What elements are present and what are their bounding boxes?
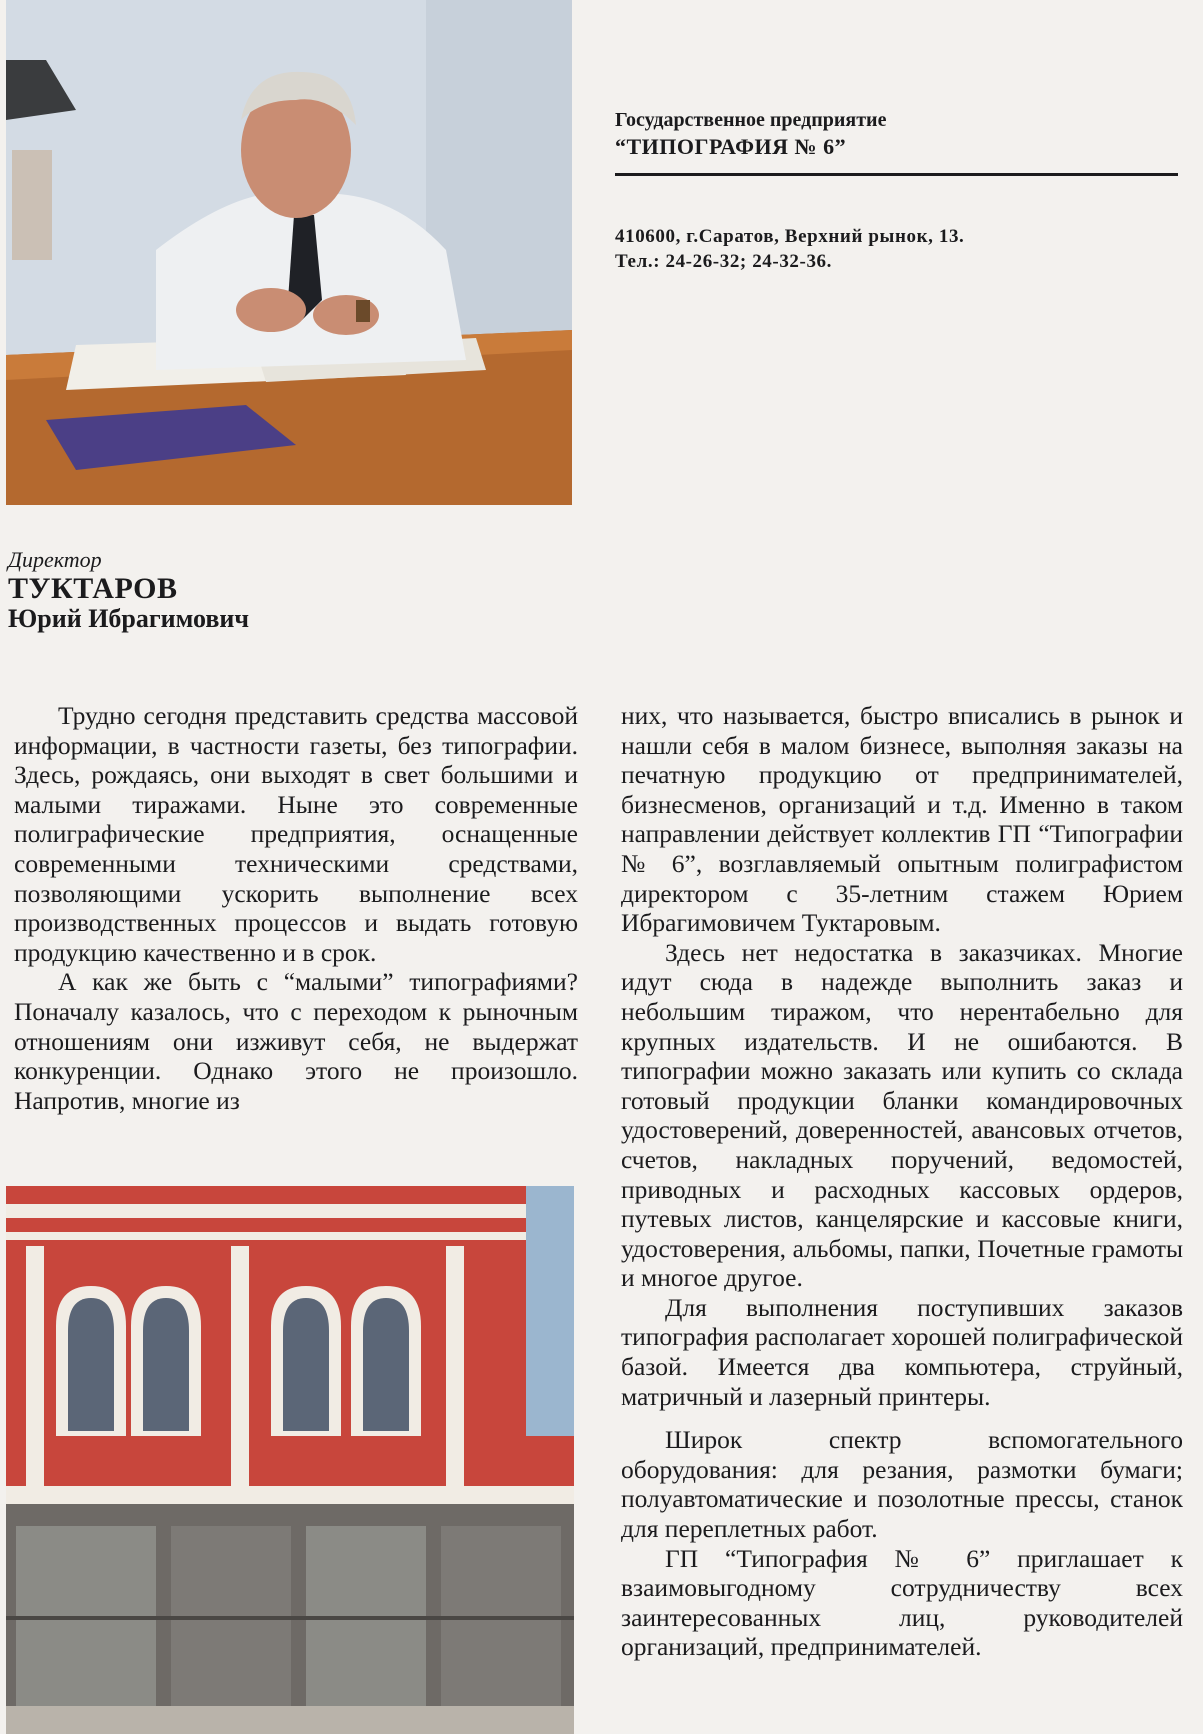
company-address: 410600, г.Саратов, Верхний рынок, 13. <box>615 226 965 247</box>
company-type: Государственное предприятие <box>615 109 887 131</box>
director-surname: ТУКТАРОВ <box>8 572 178 605</box>
article-paragraph: Трудно сегодня представить средства массовой информации, в частности газеты, без типографии. Здесь, рождаясь, они выходят в свет большими и малыми тиражами. Ныне это современные полиграфические предприятия, оснащенные современными техническими средствами, позволяющими ускорить выполнение всех производственных процессов и выдать готовую продукцию качественно и в срок. <box>14 701 578 967</box>
article-paragraph-continuation: них, что называется, быстро вписались в рынок и нашли себя в малом бизнесе, выполняя заказы на печатную продукцию от предпринимателей, бизнесменов, организаций и т.д. Именно в таком направлении действует коллектив ГП “Типографии № 6”, возглавляемый опытным полиграфистом директором с 35-летним стажем Юрием Ибрагимовичем Туктаровым. <box>621 701 1183 938</box>
article-right-column <box>621 701 1183 1662</box>
director-role: Директор <box>8 547 102 572</box>
article-paragraph: А как же быть с “малыми” типографиями? Поначалу казалось, что с переходом к рыночным отношениям они изживут себя, не выдержат конкуренции. Однако этого не произошло. Напротив, многие из <box>14 967 578 1115</box>
article-left-column <box>14 701 578 1115</box>
company-phones: Тел.: 24-26-32; 24-32-36. <box>615 251 833 272</box>
article-paragraph: Для выполнения поступивших заказов типография располагает хорошей полиграфической базой. Имеется два компьютера, струйный, матричный и лазерный принтеры. <box>621 1292 1183 1411</box>
building-photo <box>6 1186 574 1734</box>
article-paragraph: Здесь нет недостатка в заказчиках. Многие идут сюда в надежде выполнить заказ и небольшим тиражом, что нерентабельно для крупных издательств. И не ошибаются. В типографии можно заказать или купить со склада готовый продукции бланки командировочных удостоверений, доверенностей, авансовых отчетов, счетов, накладных поручений, ведомостей, приводных и расходных кассовых ордеров, путевых листов, канцелярские и кассовые книги, удостоверения, альбомы, папки, Почетные грамоты и многое другое. <box>621 937 1183 1293</box>
director-given-names: Юрий Ибрагимович <box>8 604 250 633</box>
company-name: “ТИПОГРАФИЯ № 6” <box>615 134 847 159</box>
article-paragraph: Широк спектр вспомогательного оборудования: для резания, размотки бумаги; полуавтоматические и позолотные прессы, станок для переплетных работ. <box>621 1425 1183 1544</box>
article-paragraph: ГП “Типография № 6” приглашает к взаимовыгодному сотрудничеству всех заинтересованных лиц, руководителей организаций, предпринимателей. <box>621 1543 1183 1662</box>
director-photo <box>6 0 572 505</box>
header-divider <box>615 173 1178 176</box>
